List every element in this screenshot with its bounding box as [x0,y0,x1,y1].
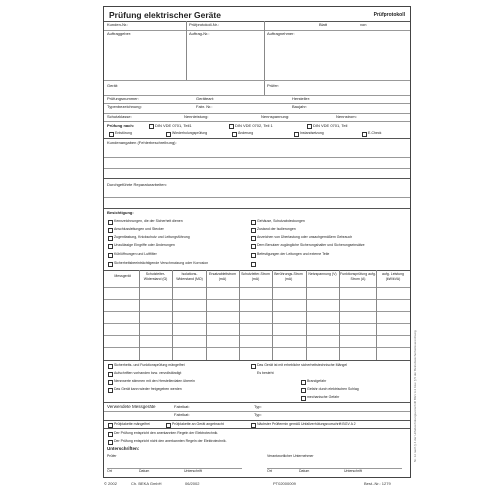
reparatur-label: Durchgeführte Reparaturarbeiten: [107,182,167,187]
besichtigung-checkbox[interactable] [108,253,113,258]
besichtigung-checkbox[interactable] [108,236,113,241]
pruefplakette-label: Prüfplakette mängelfrei [114,422,150,426]
besichtigung-item: Gehäuse, Schutzabdeckungen [257,219,305,223]
inspection-form [103,6,411,478]
aenderung-label: Änderung [238,131,254,135]
besichtigung-title: Besichtigung: [107,210,134,215]
table-header: Schutzleiter-Strom (mA) [241,272,270,281]
naechster-termin-label: Nächster Prüftermin gemäß Unfallverhütungsvorschrift BGV A 2 [257,422,356,426]
entstoerung-label: Entstörung [115,131,132,135]
geraeteart-label: Geräteart: [196,96,215,101]
ergebnis-item: Aufschriften vorhanden bzw. vervollständigt [114,371,182,375]
besichtigung-checkbox[interactable] [251,244,256,249]
table-header: Messgerät [114,274,131,278]
fabrikat-label: Fabrikat: [174,412,190,417]
besichtigung-checkbox[interactable] [251,253,256,258]
besichtigung-item: Dem Benutzer zugängliche Sicherungshalter und Sicherungseinsätze [257,243,365,247]
besichtigung-checkbox[interactable] [251,220,256,225]
ort-label: Ort [107,469,112,473]
angebracht-label: Prüfplakette an Gerät angebracht [172,422,224,426]
besichtigung-item: Zustand der Isolierungen [257,227,296,231]
e-check-checkbox[interactable] [362,132,367,137]
table-header: Ersatzableitstrom (mA) [208,272,237,281]
besichtigung-item: Sicherheitsbeeinträchtigende Verschmutzung oder Korrosion [114,261,209,265]
wiederholungspruefung-label: Wiederholungsprüfung [172,131,208,135]
footer-code: PT02000009 [273,481,296,486]
statement: Der Prüfung entspricht nicht den anerkannten Regeln der Elektrotechnik. [114,439,227,443]
besichtigung-checkbox[interactable] [108,262,113,267]
form-subtitle: Prüfprotokoll [373,12,405,18]
pruefung-nach-label: Prüfung nach: [107,123,135,128]
table-header: Netzspannung (V) [308,272,337,276]
regeln-checkbox[interactable] [108,432,113,437]
typenbezeichnung-label: Typenbezeichnung: [107,104,142,109]
table-header: Isolations-Widerstand (MΩ) [176,272,203,281]
din-0701-teil-checkbox[interactable] [307,124,312,129]
gefahr-item: Brandgefahr [307,379,327,383]
ergebnis-item: Nennwerte stimmen mit den Herstellerdaten überein [114,379,195,383]
besichtigung-checkbox[interactable] [108,244,113,249]
auftraggeber-label: Auftraggeber: [107,31,132,36]
besichtigung-checkbox[interactable] [108,220,113,225]
gefahr-checkbox[interactable] [301,380,306,385]
gefahr-item: mechanische Gefahr [307,395,340,399]
besichtigung-item: Befestigungen der Leitungen und externe Teile [257,252,330,256]
baujahr-label: Baujahr: [292,104,307,109]
protokoll-nr-label: Prüfprotokoll-Nr.: [189,22,220,27]
din-0701-teil-label: DIN VDE 0701, Teil [313,123,348,128]
typ-label: Typ: [254,404,262,409]
table-header: Schutzleiter-Widerstand (Ω) [143,272,168,281]
unterschriften-title: Unterschriften: [107,446,140,451]
besichtigung-checkbox[interactable] [251,262,256,267]
regeln-checkbox[interactable] [108,440,113,445]
form-title: Prüfung elektrischer Geräte [109,10,221,20]
datum-label: Datum [299,469,310,473]
ergebnis-checkbox[interactable] [108,364,113,369]
gefahr-checkbox[interactable] [301,388,306,393]
din-0702-checkbox[interactable] [229,124,234,129]
messgeraete-label: Verwendete Messgeräte [107,404,156,409]
wiederholungspruefung-checkbox[interactable] [166,132,171,137]
unternehmer-sig-label: Verantwortlicher Unternehmer [267,454,314,458]
hersteller-label: Hersteller: [292,96,311,101]
side-note: Nr. 12 nach § 4 der Unfallverhütungsvorschrift BGV A 2 bzw. § 5 der Betriebssicherheitsverordnung [413,330,417,462]
footer-copyright: © 2002 [104,481,117,486]
auftragnehmer-label: Auftragnehmer: [267,31,295,36]
instandsetzung-label: Instandsetzung [300,131,324,135]
es-besteht-label: Es besteht [257,371,274,375]
ergebnis-item: Sicherheits- und Funktionsprüfung mängelfrei [114,363,185,367]
datum-label: Datum [139,469,150,473]
besichtigung-item: Kühlöffnungen und Luftfilter [114,252,157,256]
fabr-nr-label: Fabr. Nr.: [196,104,213,109]
table-header: aufg. Leistung (kW/kVA) [382,272,404,281]
ergebnis-checkbox[interactable] [108,380,113,385]
auftrag-nr-label: Auftrag-Nr.: [189,31,210,36]
footer-order-number: Best.-Nr.: 1279 [364,481,391,486]
geraet-label: Gerät: [107,83,119,88]
gefahr-item: Gefahr durch elektrischen Schlag [307,387,359,391]
din-0701-label: DIN VDE 0701, Teil1 [155,123,192,128]
kunden-nr-label: Kunden-Nr.: [107,22,129,27]
entstoerung-checkbox[interactable] [109,132,114,137]
besichtigung-checkbox[interactable] [251,228,256,233]
din-0701-checkbox[interactable] [149,124,154,129]
pruefer-label: Prüfer: [267,83,280,88]
blatt-label: Blatt [319,22,328,27]
besichtigung-item: Unzulässige Eingriffe oder Änderungen [114,243,175,247]
gefahr-checkbox[interactable] [301,396,306,401]
besichtigung-item: Anzeichen von Überlastung oder unsachgemäßem Gebrauch [257,235,353,239]
footer-date: 06/2002 [185,481,200,486]
instandsetzung-checkbox[interactable] [294,132,299,137]
nennstrom-label: Nennstrom: [336,114,357,119]
maengel-checkbox[interactable] [251,364,256,369]
ergebnis-checkbox[interactable] [108,372,113,377]
table-header: Berührungs-Strom (mA) [274,272,303,281]
unterschrift-label: Unterschrift [184,469,202,473]
pruefer-sig-label: Prüfer [107,454,117,458]
besichtigung-item: Zugentlastung, Knickschutz und Leitungsführung [114,235,190,239]
pruefungsnummer-label: Prüfungsnummer: [107,96,139,101]
unterschrift-label: Unterschrift [344,469,362,473]
e-check-label: E-Check [368,131,382,135]
von-label: von [360,22,367,27]
fabrikat-label: Fabrikat: [174,404,190,409]
nennleistung-label: Nennleistung: [184,114,209,119]
kundenangaben-label: Kundenangaben (Fehlerbeschreibung): [107,140,177,145]
besichtigung-checkbox[interactable] [251,236,256,241]
schutzklasse-label: Schutzklasse: [107,114,132,119]
besichtigung-checkbox[interactable] [108,228,113,233]
statement: Der Prüfung entspricht den anerkannten Regeln der Elektrotechnik. [114,431,219,435]
maengel-label: Das Gerät ist mit erhebliche sicherheitstechnische Mängel [257,363,348,367]
besichtigung-item: Kennzeichnungen, die der Sicherheit dienen [114,219,183,223]
ergebnis-item: Das Gerät kann wieder freigegeben werden [114,387,182,391]
aenderung-checkbox[interactable] [232,132,237,137]
din-0702-label: DIN VDE 0702, Teil 1 [235,123,273,128]
nennspannung-label: Nennspannung: [261,114,290,119]
table-header: Funktionsprüfung aufg. Strom (A) [340,272,376,281]
besichtigung-item: Anschlussleitungen und Stecker [114,227,164,231]
footer-publisher: Ch. BEKA GmbH [131,481,162,486]
ort-label: Ort [267,469,272,473]
typ-label: Typ: [254,412,262,417]
ergebnis-checkbox[interactable] [108,388,113,393]
